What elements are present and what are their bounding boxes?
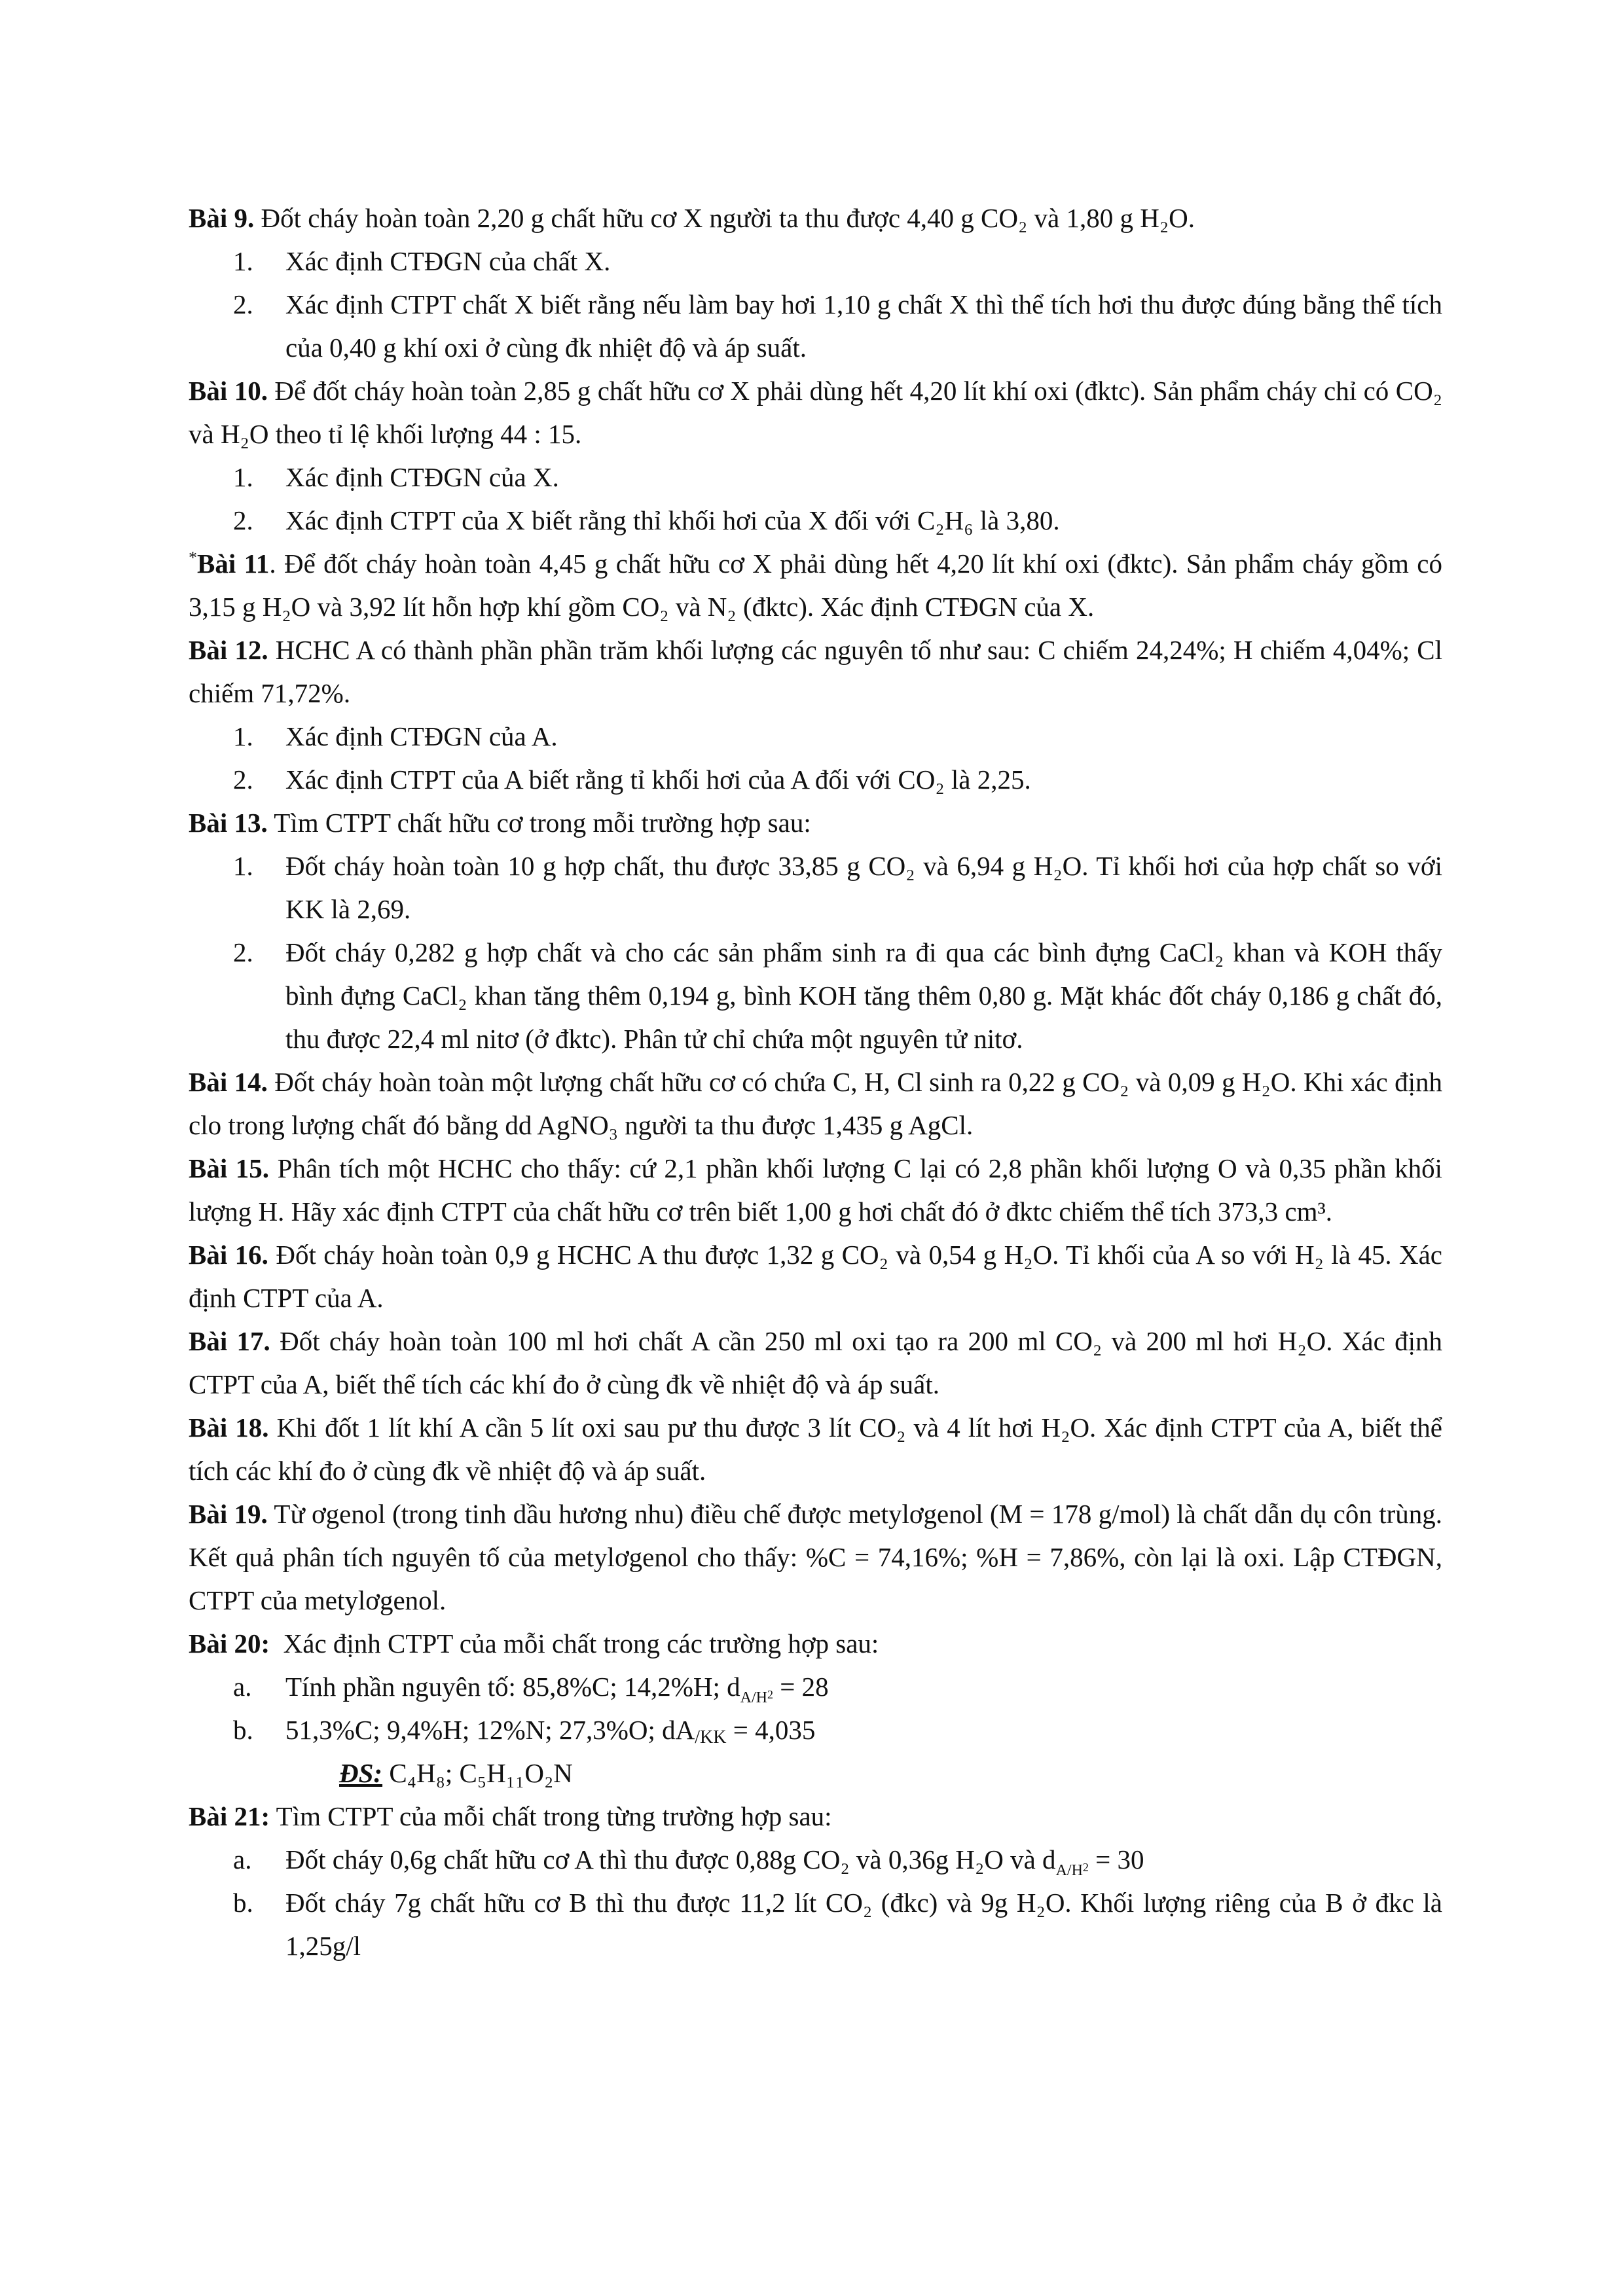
problem-label: Bài 21: [189, 1801, 270, 1831]
problem-16 [189, 1233, 1442, 1319]
problem-text: Xác định CTPT của mỗi chất trong các trường hợp sau: [283, 1628, 879, 1659]
problem-text: Khi đốt 1 lít khí A cần 5 lít oxi sau pư thu được 3 lít CO₂ và 4 lít hơi H₂O. Xác định CTPT của A, biết thể tích các khí đo ở cùng đk về nhiệt độ và áp suất. [189, 1412, 1443, 1486]
item-letter: a. [233, 1844, 252, 1874]
problem-label: Bài 13. [189, 808, 268, 838]
density-subscript: A/H [740, 1689, 768, 1706]
problem-label: Bài 19. [189, 1499, 268, 1529]
item-number: 1. [233, 851, 253, 881]
problem-21-item-a [189, 1838, 1442, 1881]
problem-label: Bài 14. [189, 1067, 268, 1097]
problem-21-item-b [189, 1881, 1442, 1967]
item-number: 2. [233, 505, 253, 535]
problem-text: Tìm CTPT của mỗi chất trong từng trường hợp sau: [276, 1801, 832, 1831]
problem-text: Từ ơgenol (trong tinh dầu hương nhu) điều chế được metylơgenol (M = 178 g/mol) là chất dẫn dụ côn trùng. Kết quả phân tích nguyên tố của metylơgenol cho thấy: %C = 74,16%; %H = 7,86%, còn lại là oxi. Lập CTĐGN, CTPT của metylơgenol. [189, 1499, 1442, 1615]
item-value: = 30 [1088, 1844, 1144, 1874]
problem-label: Bài 18. [189, 1412, 269, 1443]
problem-text: Phân tích một HCHC cho thấy: cứ 2,1 phần khối lượng C lại có 2,8 phần khối lượng O và 0,35 phần khối lượng H. Hãy xác định CTPT của chất hữu cơ trên biết 1,00 g hơi chất đó ở đktc chiếm thể tích 373,3 cm³. [189, 1153, 1442, 1227]
problem-12-item-2 [189, 758, 1442, 801]
star-mark: * [189, 548, 197, 567]
problem-label: Bài 10. [189, 376, 268, 406]
item-text: Đốt cháy hoàn toàn 10 g hợp chất, thu được 33,85 g CO₂ và 6,94 g H₂O. Tỉ khối hơi của hợp chất so với KK là 2,69. [285, 851, 1442, 924]
problem-17 [189, 1319, 1442, 1406]
item-number: 2. [233, 937, 253, 967]
document-page [189, 196, 1442, 1967]
item-text: Xác định CTPT của X biết rằng thỉ khối hơi của X đối với C₂H₆ là 3,80. [285, 505, 1060, 535]
problem-label: Bài 20: [189, 1628, 270, 1659]
problem-13 [189, 801, 1442, 844]
item-number: 1. [233, 462, 253, 492]
problem-9 [189, 196, 1442, 240]
problem-text: Đốt cháy hoàn toàn 100 ml hơi chất A cần 250 ml oxi tạo ra 200 ml CO₂ và 200 ml hơi H₂O. Xác định CTPT của A, biết thể tích các khí đo ở cùng đk về nhiệt độ và áp suất. [189, 1326, 1442, 1399]
problem-label: Bài 9. [189, 203, 255, 233]
answer-text: C₄H₈; C₅H₁₁O₂N [389, 1758, 573, 1788]
answer-label: ĐS: [339, 1758, 383, 1788]
item-text: Đốt cháy 0,6g chất hữu cơ A thì thu được 0,88g CO₂ và 0,36g H₂O và d [285, 1844, 1056, 1874]
density-subscript-2: 2 [767, 1688, 774, 1701]
problem-20-item-a [189, 1665, 1442, 1708]
problem-text: HCHC A có thành phần phần trăm khối lượng các nguyên tố như sau: C chiếm 24,24%; H chiếm 4,04%; Cl chiếm 71,72%. [189, 635, 1442, 708]
problem-label: Bài 11 [197, 548, 270, 579]
item-number: 1. [233, 246, 253, 276]
problem-10-item-2 [189, 499, 1442, 542]
problem-12 [189, 628, 1442, 715]
item-text: Xác định CTĐGN của chất X. [285, 246, 611, 276]
item-number: 2. [233, 289, 253, 319]
item-number: 1. [233, 721, 253, 751]
problem-20 [189, 1622, 1442, 1665]
problem-20-item-b [189, 1708, 1442, 1751]
problem-15 [189, 1147, 1442, 1233]
problem-text: Đốt cháy hoàn toàn 0,9 g HCHC A thu được 1,32 g CO₂ và 0,54 g H₂O. Tỉ khối của A so với H₂ là 45. Xác định CTPT của A. [189, 1240, 1442, 1313]
item-text: Xác định CTĐGN của A. [285, 721, 558, 751]
item-text: Xác định CTPT của A biết rằng tỉ khối hơi của A đối với CO₂ là 2,25. [285, 764, 1031, 795]
item-number: 2. [233, 764, 253, 795]
problem-text: Đốt cháy hoàn toàn một lượng chất hữu cơ có chứa C, H, Cl sinh ra 0,22 g CO₂ và 0,09 g H₂O. Khi xác định clo trong lượng chất đó bằng dd AgNO₃ người ta thu được 1,435 g AgCl. [189, 1067, 1443, 1140]
item-text: Đốt cháy 7g chất hữu cơ B thì thu được 11,2 lít CO₂ (đkc) và 9g H₂O. Khối lượng riêng của B ở đkc là 1,25g/l [285, 1888, 1442, 1961]
item-value: = 4,035 [726, 1715, 816, 1745]
problem-label: Bài 17. [189, 1326, 270, 1356]
item-letter: b. [233, 1888, 253, 1918]
density-subscript: A/H [1055, 1862, 1083, 1879]
density-subscript-2: 2 [1082, 1861, 1089, 1874]
problem-9-item-1 [189, 240, 1442, 283]
problem-13-item-1 [189, 844, 1442, 931]
problem-10-item-1 [189, 456, 1442, 499]
problem-9-item-2 [189, 283, 1442, 369]
problem-13-item-2 [189, 931, 1442, 1060]
problem-text: Tìm CTPT chất hữu cơ trong mỗi trường hợp sau: [274, 808, 811, 838]
problem-10 [189, 369, 1442, 456]
problem-text: Đốt cháy hoàn toàn 2,20 g chất hữu cơ X người ta thu được 4,40 g CO₂ và 1,80 g H₂O. [261, 203, 1195, 233]
item-letter: a. [233, 1672, 252, 1702]
problem-11 [189, 542, 1442, 628]
item-value: = 28 [773, 1672, 829, 1702]
problem-text: Để đốt cháy hoàn toàn 2,85 g chất hữu cơ X phải dùng hết 4,20 lít khí oxi (đktc). Sản phẩm cháy chỉ có CO₂ và H₂O theo tỉ lệ khối lượng 44 : 15. [189, 376, 1443, 449]
problem-19 [189, 1492, 1442, 1622]
item-text: Xác định CTPT chất X biết rằng nếu làm bay hơi 1,10 g chất X thì thể tích hơi thu được đúng bằng thể tích của 0,40 g khí oxi ở cùng đk nhiệt độ và áp suất. [285, 289, 1442, 363]
problem-21 [189, 1795, 1442, 1838]
item-text: Xác định CTĐGN của X. [285, 462, 559, 492]
density-subscript: /KK [695, 1727, 727, 1748]
problem-label: Bài 12. [189, 635, 268, 665]
item-text: 51,3%C; 9,4%H; 12%N; 27,3%O; dA [285, 1715, 695, 1745]
problem-12-item-1 [189, 715, 1442, 758]
item-letter: b. [233, 1715, 253, 1745]
problem-text: . Để đốt cháy hoàn toàn 4,45 g chất hữu cơ X phải dùng hết 4,20 lít khí oxi (đktc). Sản phẩm cháy gồm có 3,15 g H₂O và 3,92 lít hỗn hợp khí gồm CO₂ và N₂ (đktc). Xác định CTĐGN của X. [189, 548, 1442, 622]
problem-18 [189, 1406, 1442, 1492]
problem-label: Bài 15. [189, 1153, 270, 1183]
answer-line [189, 1751, 1442, 1795]
item-text: Tính phần nguyên tố: 85,8%C; 14,2%H; d [285, 1672, 740, 1702]
problem-label: Bài 16. [189, 1240, 268, 1270]
problem-14 [189, 1060, 1442, 1147]
item-text: Đốt cháy 0,282 g hợp chất và cho các sản phẩm sinh ra đi qua các bình đựng CaCl₂ khan và KOH thấy bình đựng CaCl₂ khan tăng thêm 0,194 g, bình KOH tăng thêm 0,80 g. Mặt khác đốt cháy 0,186 g chất đó, thu được 22,4 ml nitơ (ở đktc). Phân tử chỉ chứa một nguyên tử nitơ. [285, 937, 1442, 1054]
